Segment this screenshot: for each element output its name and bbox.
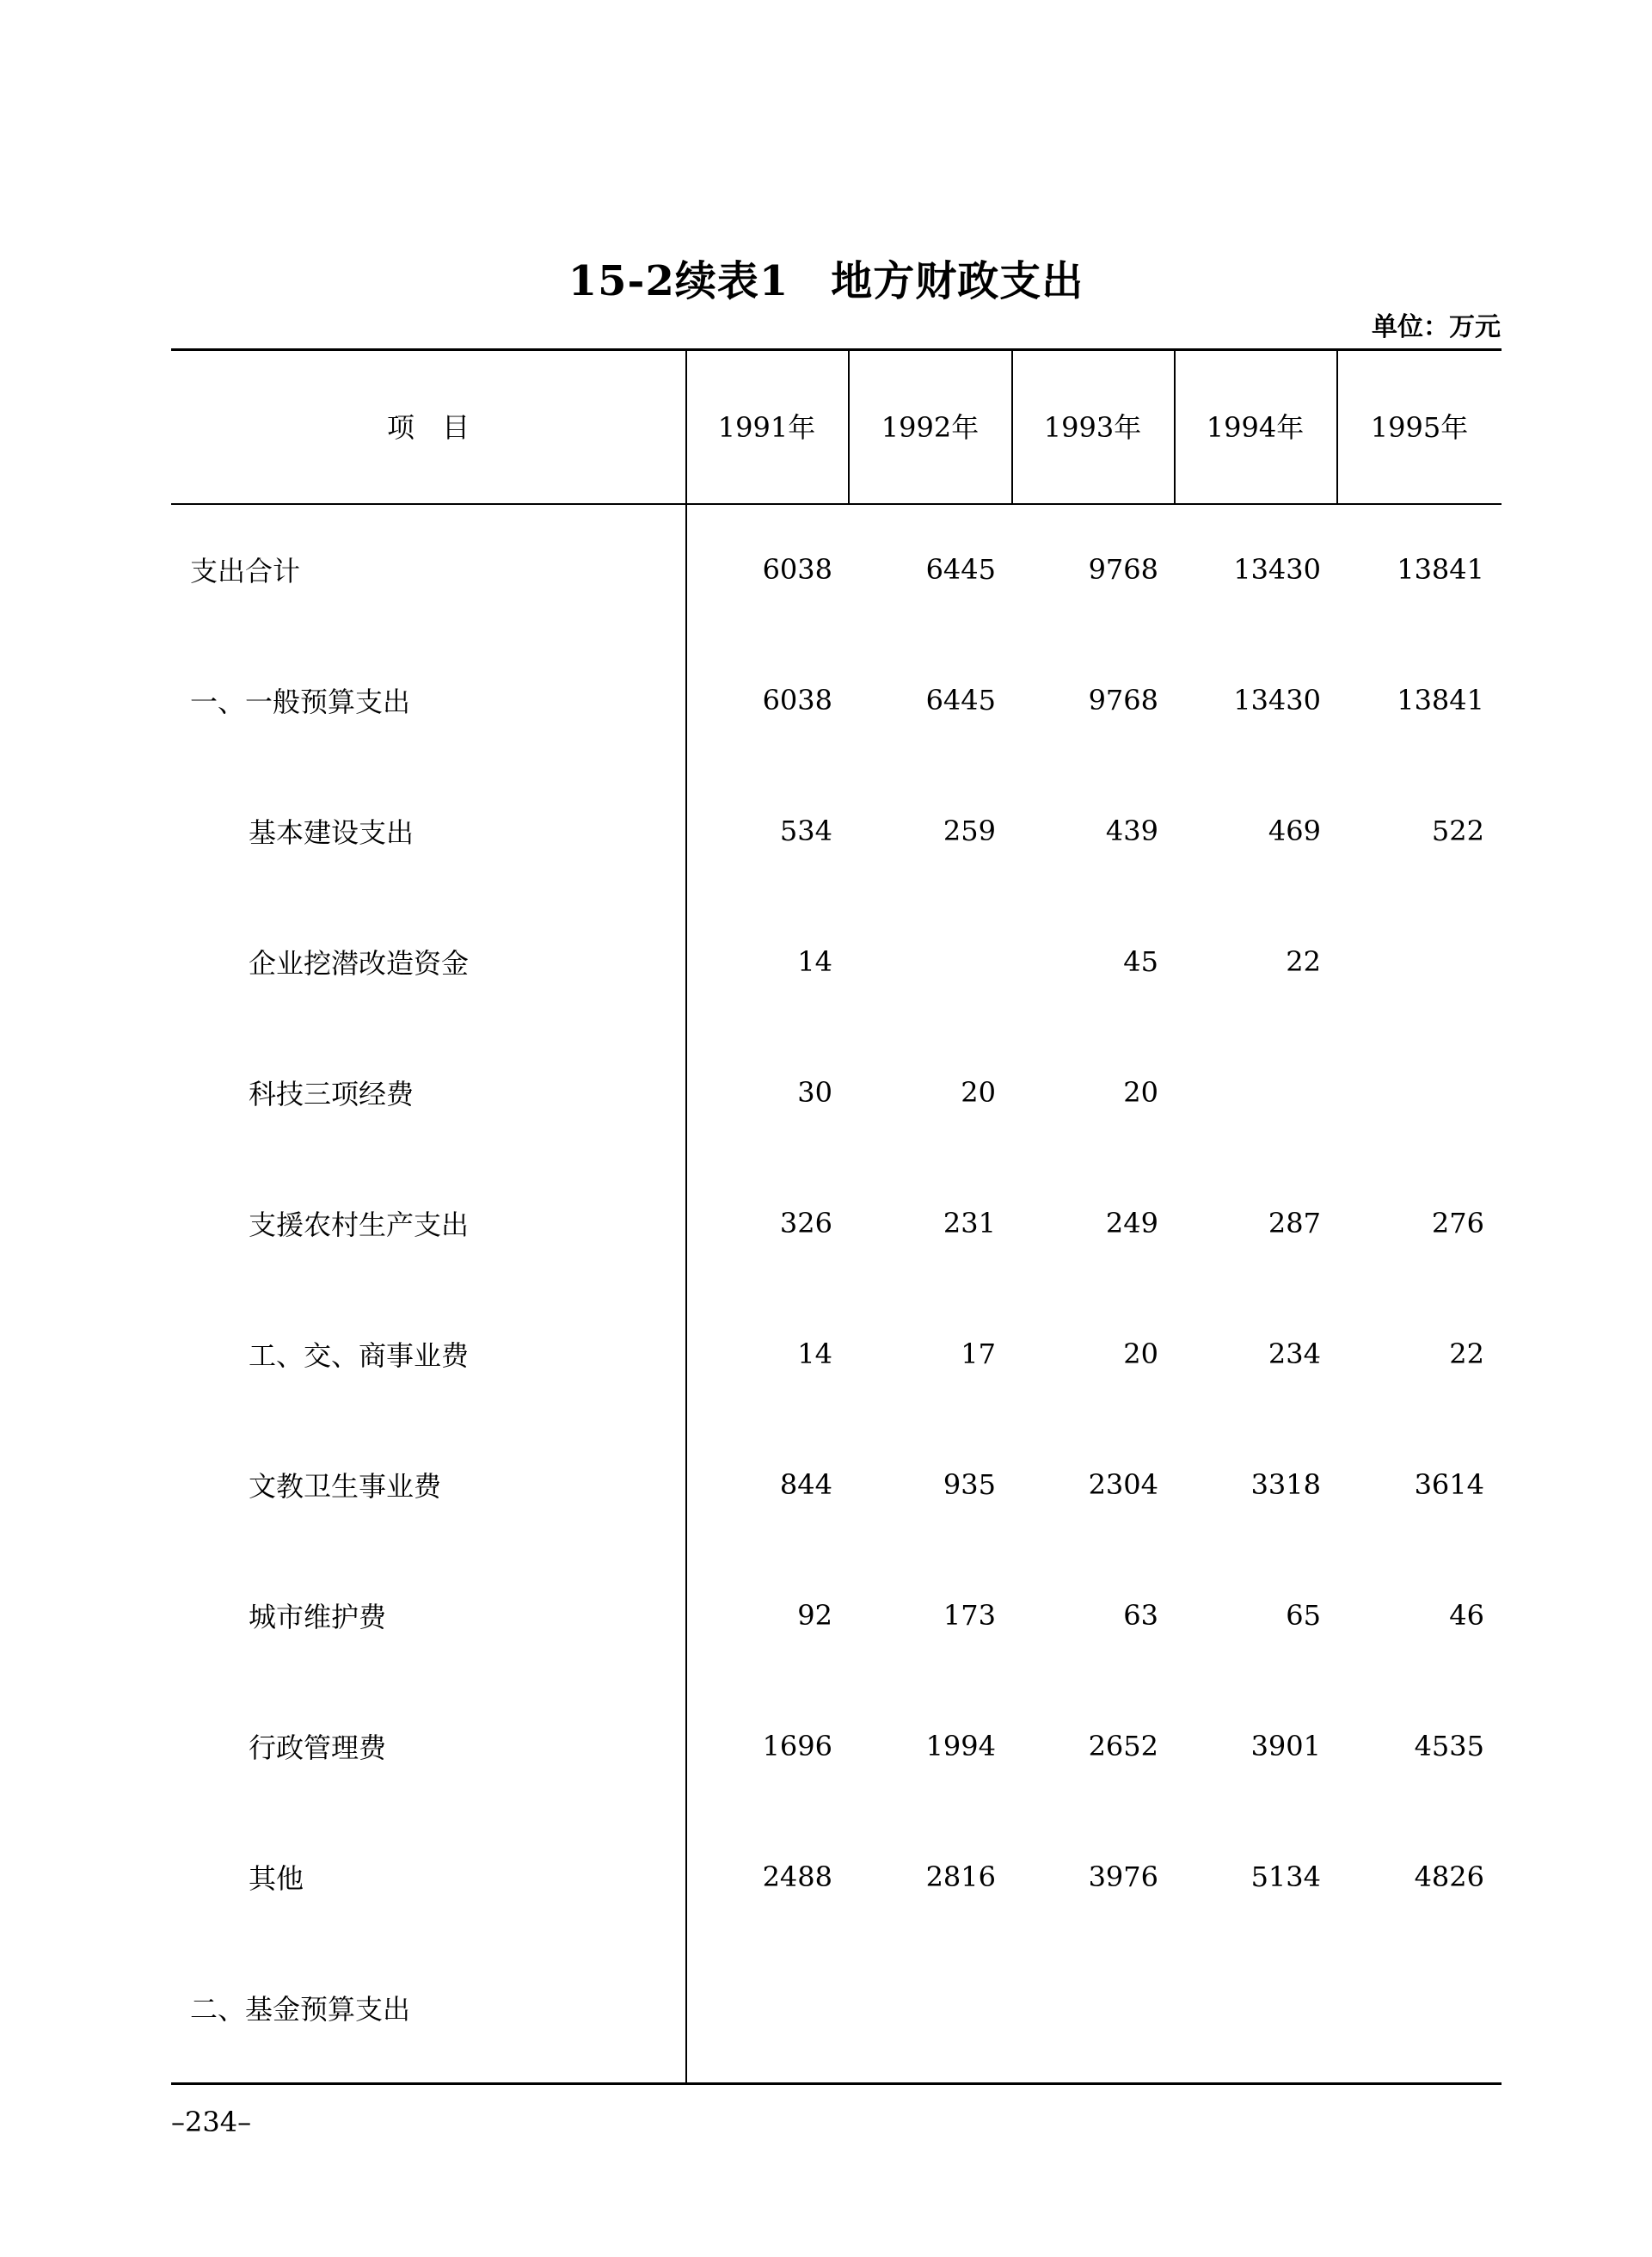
row-value-1991年: 1696 <box>762 1730 832 1762</box>
row-value-1995年: 13841 <box>1397 553 1484 586</box>
row-value-1995年: 276 <box>1431 1207 1484 1239</box>
row-value-1995年: 4826 <box>1414 1860 1484 1893</box>
row-value-1991年: 2488 <box>762 1860 832 1893</box>
table-row <box>171 1328 1502 1380</box>
row-value-1992年: 20 <box>961 1076 996 1109</box>
header-year-2: 1992年 <box>881 411 980 444</box>
row-value-1992年: 231 <box>943 1207 996 1239</box>
row-value-1993年: 9768 <box>1088 684 1158 716</box>
row-value-1993年: 63 <box>1123 1599 1158 1632</box>
header-item: 项 目 <box>386 411 470 444</box>
row-value-1995年: 3614 <box>1414 1468 1484 1501</box>
table-row <box>171 1590 1502 1641</box>
header-year-5: 1995年 <box>1370 411 1469 444</box>
row-value-1994年: 13430 <box>1233 684 1321 716</box>
row-value-1991年: 6038 <box>762 553 832 586</box>
row-label: 科技三项经费 <box>249 1078 415 1110</box>
row-value-1992年: 935 <box>943 1468 996 1501</box>
row-value-1993年: 20 <box>1123 1338 1158 1370</box>
row-value-1991年: 92 <box>797 1599 832 1632</box>
table-header-rule <box>171 503 1502 505</box>
row-value-1993年: 2652 <box>1088 1730 1158 1762</box>
row-value-1995年: 522 <box>1431 815 1484 847</box>
table-row <box>171 805 1502 857</box>
table-row <box>171 1067 1502 1118</box>
row-value-1993年: 9768 <box>1088 553 1158 586</box>
row-value-1992年: 6445 <box>925 684 996 716</box>
row-value-1993年: 20 <box>1123 1076 1158 1109</box>
row-label: 行政管理费 <box>249 1731 387 1764</box>
row-label: 二、基金预算支出 <box>190 1993 411 2026</box>
row-label: 支出合计 <box>190 555 301 587</box>
row-value-1994年: 3318 <box>1250 1468 1321 1501</box>
page-title: 15-2续表1 地方财政支出 <box>568 257 1084 305</box>
row-value-1991年: 30 <box>797 1076 832 1109</box>
row-label: 其他 <box>249 1862 304 1895</box>
row-value-1994年: 234 <box>1268 1338 1321 1370</box>
table-row <box>171 1197 1502 1249</box>
row-value-1992年: 6445 <box>925 553 996 586</box>
row-value-1992年: 17 <box>961 1338 996 1370</box>
row-label: 文教卫生事业费 <box>249 1470 442 1503</box>
table-row <box>171 936 1502 987</box>
row-value-1994年: 5134 <box>1250 1860 1321 1893</box>
row-label: 城市维护费 <box>249 1601 387 1633</box>
row-label: 工、交、商事业费 <box>249 1339 470 1372</box>
row-value-1992年: 259 <box>943 815 996 847</box>
row-value-1991年: 14 <box>797 945 832 978</box>
table-row <box>171 674 1502 726</box>
row-value-1992年: 173 <box>943 1599 996 1632</box>
table-row <box>171 544 1502 595</box>
row-value-1991年: 844 <box>779 1468 832 1501</box>
table-row <box>171 1720 1502 1772</box>
row-value-1995年: 22 <box>1449 1338 1484 1370</box>
row-value-1993年: 439 <box>1105 815 1158 847</box>
row-value-1991年: 326 <box>779 1207 832 1239</box>
header-year-3: 1993年 <box>1043 411 1142 444</box>
row-label: 基本建设支出 <box>249 816 415 849</box>
row-value-1994年: 22 <box>1286 945 1321 978</box>
row-value-1995年: 46 <box>1449 1599 1484 1632</box>
row-value-1993年: 45 <box>1123 945 1158 978</box>
row-value-1993年: 249 <box>1105 1207 1158 1239</box>
row-value-1993年: 3976 <box>1088 1860 1158 1893</box>
unit-label: 单位：万元 <box>1372 312 1501 342</box>
page-number: –234– <box>171 2106 252 2138</box>
row-value-1994年: 287 <box>1268 1207 1321 1239</box>
row-value-1991年: 14 <box>797 1338 832 1370</box>
row-value-1991年: 534 <box>779 815 832 847</box>
table-row <box>171 1459 1502 1510</box>
table-bottom-rule <box>171 2082 1502 2085</box>
header-year-1: 1991年 <box>717 411 816 444</box>
row-value-1993年: 2304 <box>1088 1468 1158 1501</box>
table-row <box>171 1851 1502 1903</box>
row-value-1992年: 1994 <box>925 1730 996 1762</box>
row-value-1995年: 4535 <box>1414 1730 1484 1762</box>
row-value-1991年: 6038 <box>762 684 832 716</box>
row-value-1994年: 469 <box>1268 815 1321 847</box>
row-value-1994年: 65 <box>1286 1599 1321 1632</box>
row-value-1995年: 13841 <box>1397 684 1484 716</box>
row-label: 支援农村生产支出 <box>249 1208 470 1241</box>
table-row <box>171 1982 1502 2033</box>
row-label: 一、一般预算支出 <box>190 686 411 718</box>
header-year-4: 1994年 <box>1206 411 1305 444</box>
row-value-1992年: 2816 <box>925 1860 996 1893</box>
row-label: 企业挖潜改造资金 <box>249 947 470 980</box>
row-value-1994年: 13430 <box>1233 553 1321 586</box>
row-value-1994年: 3901 <box>1250 1730 1321 1762</box>
